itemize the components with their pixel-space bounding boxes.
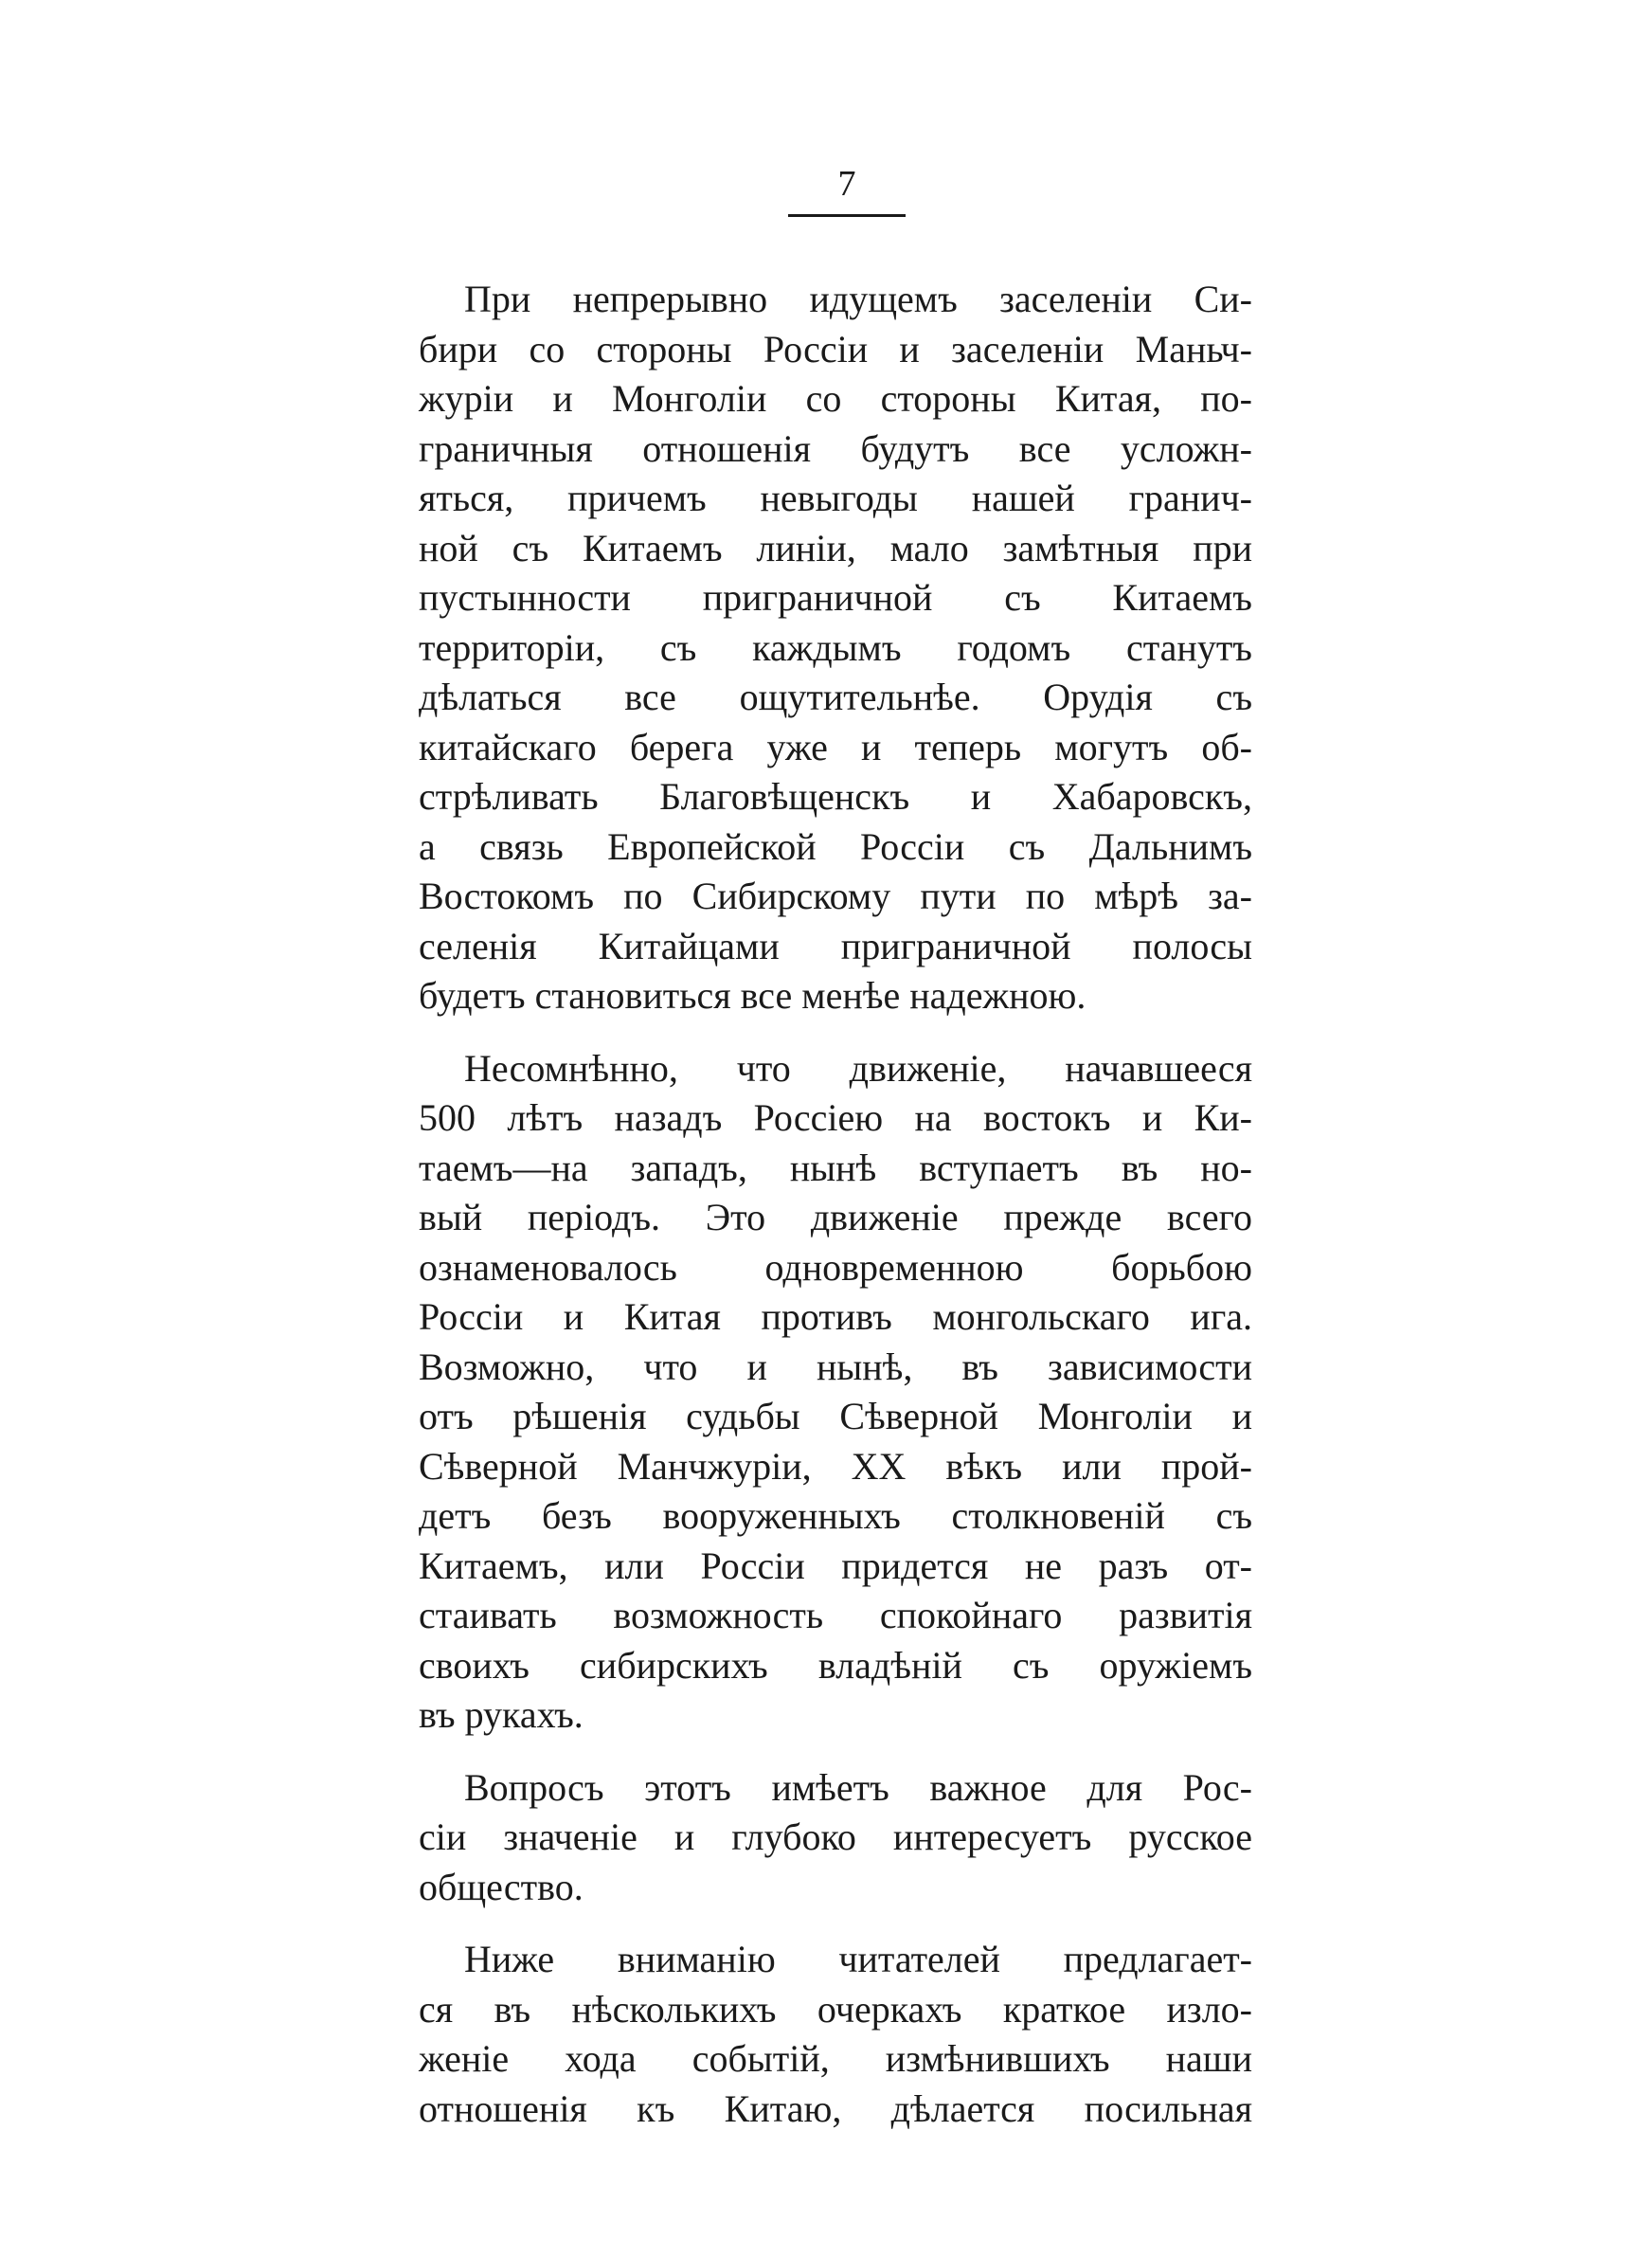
- text-line: детъ безъ вооруженныхъ столкновеній съ: [419, 1494, 1252, 1537]
- text-line: женіе хода событій, измѣнившихъ наши: [419, 2037, 1252, 2080]
- text-line: общество.: [419, 1865, 584, 1908]
- text-line: Несомнѣнно, что движеніе, начавшееся: [464, 1046, 1252, 1090]
- text-line: Возможно, что и нынѣ, въ зависимости: [419, 1345, 1252, 1388]
- paragraph-3: [419, 1763, 1252, 1913]
- body-text: [419, 275, 1252, 2157]
- text-line: а связь Европейской Россіи съ Дальнимъ: [419, 824, 1252, 868]
- text-line: Сѣверной Манчжуріи, XX вѣкъ или прой-: [419, 1444, 1252, 1488]
- text-line: Вопросъ этотъ имѣетъ важное для Рос-: [464, 1765, 1252, 1809]
- text-line: граничныя отношенія будутъ все усложн-: [419, 426, 1252, 470]
- paragraph-2: [419, 1044, 1252, 1741]
- text-line: При непрерывно идущемъ заселеніи Си-: [464, 278, 1252, 320]
- text-line: стрѣливать Благовѣщенскъ и Хабаровскъ,: [419, 775, 1252, 818]
- text-line: отъ рѣшенія судьбы Сѣверной Монголіи и: [419, 1395, 1252, 1437]
- text-line: дѣлаться все ощутительнѣе. Орудія съ: [419, 676, 1252, 718]
- text-line: будетъ становиться все менѣе надежною.: [419, 974, 1086, 1017]
- text-line: таемъ—на западъ, нынѣ вступаетъ въ но-: [419, 1146, 1252, 1189]
- text-line: ознаменовалось одновременною борьбою: [419, 1245, 1252, 1289]
- text-line: Востокомъ по Сибирскому пути по мѣрѣ за-: [419, 875, 1252, 917]
- text-line: селенія Китайцами приграничной полосы: [419, 924, 1252, 967]
- paragraph-1: [419, 275, 1252, 1021]
- text-line: ной съ Китаемъ линіи, мало замѣтныя при: [419, 526, 1252, 569]
- text-line: территоріи, съ каждымъ годомъ станутъ: [419, 625, 1252, 669]
- text-line: журіи и Монголіи со стороны Китая, по-: [419, 377, 1252, 420]
- text-line: ся въ нѣсколькихъ очеркахъ краткое изло-: [419, 1987, 1252, 2031]
- paragraph-4: [419, 1935, 1252, 2134]
- text-line: въ рукахъ.: [419, 1693, 584, 1736]
- text-line: Россіи и Китая противъ монгольскаго ига.: [419, 1295, 1252, 1338]
- text-line: вый періодъ. Это движеніе прежде всего: [419, 1196, 1252, 1238]
- text-line: стаивать возможность спокойнаго развитія: [419, 1594, 1252, 1636]
- text-line: китайскаго берега уже и теперь могутъ об-: [419, 725, 1252, 768]
- text-line: отношенія къ Китаю, дѣлается посильная: [419, 2086, 1252, 2130]
- text-line: Ниже вниманію читателей предлагает-: [464, 1938, 1252, 1980]
- text-line: бири со стороны Россіи и заселеніи Маньч-: [419, 327, 1252, 370]
- page-number: 7: [837, 164, 856, 204]
- text-line: своихъ сибирскихъ владѣній съ оружіемъ: [419, 1643, 1252, 1687]
- text-line: 500 лѣтъ назадъ Россіею на востокъ и Ки-: [419, 1096, 1252, 1139]
- text-line: яться, причемъ невыгоды нашей гранич-: [419, 477, 1252, 519]
- page-number-rule: [788, 214, 906, 217]
- text-line: сіи значеніе и глубоко интересуетъ русское: [419, 1815, 1252, 1858]
- text-line: пустынности приграничной съ Китаемъ: [419, 576, 1252, 619]
- text-line: Китаемъ, или Россіи придется не разъ от-: [419, 1544, 1252, 1587]
